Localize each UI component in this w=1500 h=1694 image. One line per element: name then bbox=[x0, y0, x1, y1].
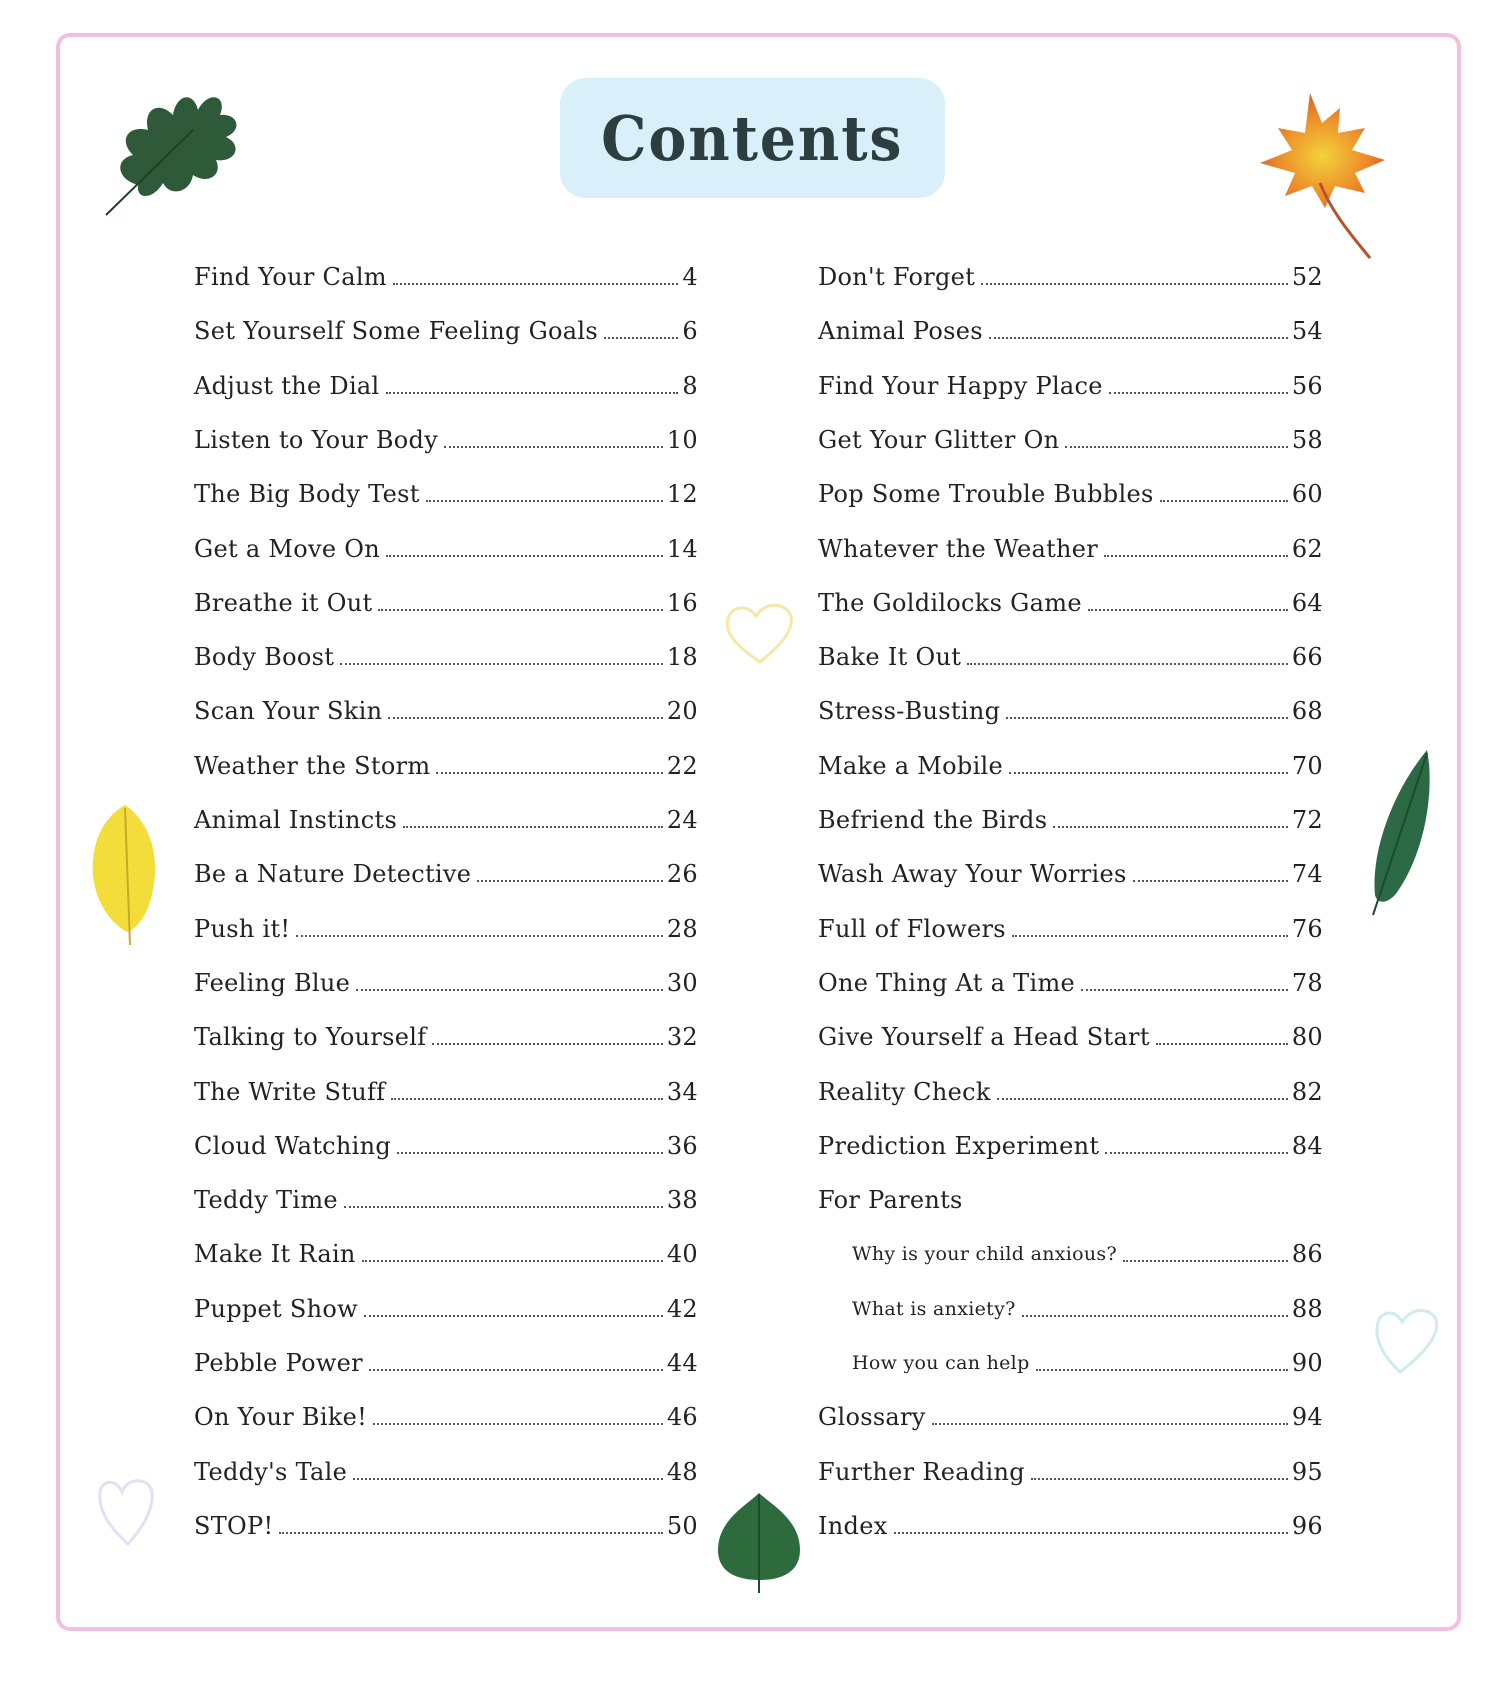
heart-outline-icon bbox=[720, 600, 800, 670]
toc-entry bbox=[194, 1284, 698, 1324]
toc-entry-title: Why is your child anxious? bbox=[852, 1243, 1117, 1266]
dot-leader bbox=[362, 1260, 663, 1262]
heart-outline-icon bbox=[1370, 1300, 1445, 1380]
dot-leader bbox=[894, 1532, 1288, 1534]
toc-entry-title: Scan Your Skin bbox=[194, 697, 383, 726]
toc-page-number: 74 bbox=[1291, 860, 1323, 889]
dot-leader bbox=[1156, 1043, 1288, 1045]
toc-page-number: 80 bbox=[1291, 1023, 1323, 1052]
toc-page-number: 20 bbox=[666, 697, 698, 726]
dot-leader bbox=[1160, 500, 1288, 502]
toc-entry-title: Breathe it Out bbox=[194, 588, 373, 617]
toc-entry-title: The Big Body Test bbox=[194, 480, 420, 509]
dot-leader bbox=[340, 663, 663, 665]
toc-page-number: 48 bbox=[666, 1457, 698, 1486]
toc-entry bbox=[194, 741, 698, 781]
toc-entry-title: Full of Flowers bbox=[818, 914, 1006, 943]
toc-entry bbox=[194, 361, 698, 401]
toc-subentry bbox=[818, 1229, 1323, 1269]
toc-entry bbox=[818, 686, 1323, 726]
dot-leader bbox=[967, 663, 1288, 665]
toc-entry-title: Whatever the Weather bbox=[818, 534, 1099, 563]
toc-entry bbox=[194, 252, 698, 292]
toc-entry-title: Prediction Experiment bbox=[818, 1131, 1100, 1160]
page-title: Contents bbox=[601, 101, 904, 175]
toc-entry bbox=[818, 795, 1323, 835]
toc-entry bbox=[194, 849, 698, 889]
toc-page-number: 44 bbox=[666, 1349, 698, 1377]
toc-entry-title: Listen to Your Body bbox=[194, 425, 439, 454]
toc-entry-title: Find Your Calm bbox=[194, 263, 387, 291]
toc-entry-title: Talking to Yourself bbox=[194, 1023, 427, 1052]
toc-page-number: 56 bbox=[1291, 371, 1323, 400]
dot-leader bbox=[388, 717, 662, 719]
toc-entry bbox=[194, 469, 698, 509]
toc-page-number: 46 bbox=[666, 1403, 698, 1432]
yellow-leaf-icon bbox=[85, 800, 165, 950]
toc-page-number: 70 bbox=[1291, 751, 1323, 780]
toc-entry bbox=[818, 1121, 1323, 1161]
toc-entry bbox=[818, 578, 1323, 618]
dot-leader bbox=[386, 392, 679, 394]
dot-leader bbox=[353, 1478, 663, 1480]
toc-entry bbox=[194, 632, 698, 672]
toc-entry-title: Puppet Show bbox=[194, 1294, 358, 1323]
toc-entry-title: Push it! bbox=[194, 914, 291, 943]
toc-page-number: 34 bbox=[666, 1077, 698, 1106]
toc-entry-title: Be a Nature Detective bbox=[194, 860, 472, 889]
toc-entry-title: Body Boost bbox=[194, 643, 335, 672]
toc-entry bbox=[818, 741, 1323, 781]
toc-entry bbox=[818, 1392, 1323, 1432]
toc-entry bbox=[818, 1447, 1323, 1487]
toc-page-number: 26 bbox=[666, 860, 698, 889]
toc-entry bbox=[818, 415, 1323, 455]
toc-entry bbox=[194, 1447, 698, 1487]
toc-entry-title: Get Your Glitter On bbox=[818, 425, 1060, 454]
heart-leaf-icon bbox=[712, 1485, 807, 1595]
toc-entry bbox=[194, 1175, 698, 1215]
toc-entry bbox=[818, 469, 1323, 509]
toc-page-number: 52 bbox=[1291, 263, 1323, 291]
toc-page-number: 6 bbox=[682, 317, 698, 346]
toc-page-number: 14 bbox=[666, 534, 698, 563]
toc-page-number: 58 bbox=[1291, 425, 1323, 454]
toc-entry bbox=[194, 1229, 698, 1269]
toc-entry bbox=[818, 524, 1323, 564]
toc-page-number: 36 bbox=[666, 1131, 698, 1160]
dot-leader bbox=[989, 337, 1288, 339]
toc-entry bbox=[818, 1501, 1323, 1541]
toc-page-number: 8 bbox=[682, 371, 698, 400]
oak-leaf-icon bbox=[98, 75, 258, 225]
dot-leader bbox=[364, 1315, 663, 1317]
toc-page-number: 84 bbox=[1291, 1131, 1323, 1160]
toc-page-number: 50 bbox=[666, 1511, 698, 1540]
toc-entry bbox=[194, 306, 698, 346]
toc-entry-title: Cloud Watching bbox=[194, 1131, 392, 1160]
toc-entry bbox=[194, 1067, 698, 1107]
dot-leader bbox=[1053, 826, 1288, 828]
toc-entry bbox=[194, 1392, 698, 1432]
toc-page-number: 40 bbox=[666, 1240, 698, 1269]
dot-leader bbox=[1036, 1369, 1288, 1371]
toc-entry bbox=[194, 958, 698, 998]
dot-leader bbox=[1065, 446, 1287, 448]
toc-entry-title: What is anxiety? bbox=[852, 1297, 1016, 1320]
toc-entry bbox=[194, 524, 698, 564]
toc-entry bbox=[194, 578, 698, 618]
dot-leader bbox=[1088, 609, 1288, 611]
toc-entry-title: Make It Rain bbox=[194, 1240, 356, 1269]
toc-entry-title: Give Yourself a Head Start bbox=[818, 1023, 1150, 1052]
dot-leader bbox=[1123, 1260, 1288, 1262]
toc-entry-title: The Write Stuff bbox=[194, 1077, 386, 1106]
toc-entry bbox=[818, 849, 1323, 889]
toc-page-number: 76 bbox=[1291, 914, 1323, 943]
dot-leader bbox=[393, 283, 679, 285]
toc-page-number: 62 bbox=[1291, 534, 1323, 563]
toc-entry-title: Animal Poses bbox=[818, 317, 983, 346]
toc-entry-title: Further Reading bbox=[818, 1457, 1025, 1486]
toc-entry bbox=[818, 1067, 1323, 1107]
toc-page-number: 95 bbox=[1291, 1457, 1323, 1486]
dot-leader bbox=[426, 500, 663, 502]
toc-page-number: 12 bbox=[666, 480, 698, 509]
toc-page-number: 66 bbox=[1291, 643, 1323, 672]
toc-entry bbox=[818, 904, 1323, 944]
dot-leader bbox=[369, 1369, 663, 1371]
title-banner bbox=[560, 78, 945, 198]
toc-entry-title: Wash Away Your Worries bbox=[818, 860, 1127, 889]
dot-leader bbox=[1105, 1152, 1288, 1154]
dot-leader bbox=[373, 1423, 663, 1425]
dot-leader bbox=[997, 1098, 1288, 1100]
toc-page-number: 90 bbox=[1291, 1349, 1323, 1377]
toc-entry bbox=[194, 904, 698, 944]
toc-subentry bbox=[818, 1284, 1323, 1324]
toc-page-number: 86 bbox=[1291, 1240, 1323, 1269]
toc-page-number: 88 bbox=[1291, 1294, 1323, 1323]
toc-page-number: 10 bbox=[666, 425, 698, 454]
toc-page-number: 64 bbox=[1291, 588, 1323, 617]
dot-leader bbox=[436, 772, 662, 774]
toc-entry bbox=[194, 1501, 698, 1541]
toc-page-number: 82 bbox=[1291, 1077, 1323, 1106]
toc-entry-title: Befriend the Birds bbox=[818, 806, 1048, 834]
toc-page-number: 38 bbox=[666, 1186, 698, 1215]
toc-page-number: 32 bbox=[666, 1023, 698, 1052]
dot-leader bbox=[279, 1532, 662, 1534]
toc-entry bbox=[194, 1121, 698, 1161]
toc-entry-title: Weather the Storm bbox=[194, 751, 431, 780]
toc-page-number: 54 bbox=[1291, 317, 1323, 346]
toc-page-number: 94 bbox=[1291, 1403, 1323, 1432]
toc-entry-title: One Thing At a Time bbox=[818, 968, 1076, 997]
dot-leader bbox=[378, 609, 662, 611]
toc-page-number: 4 bbox=[682, 263, 698, 291]
toc-entry bbox=[194, 795, 698, 835]
toc-entry bbox=[818, 306, 1323, 346]
toc-entry-title: Animal Instincts bbox=[194, 806, 398, 834]
toc-entry-title: Stress-Busting bbox=[818, 697, 1001, 726]
toc-entry-title: Make a Mobile bbox=[818, 751, 1004, 780]
toc-page-number: 96 bbox=[1291, 1511, 1323, 1540]
dot-leader bbox=[1009, 772, 1288, 774]
toc-entry bbox=[818, 1012, 1323, 1052]
dot-leader bbox=[604, 337, 678, 339]
toc-entry-title: Reality Check bbox=[818, 1077, 991, 1106]
dot-leader bbox=[356, 989, 663, 991]
toc-entry-title: STOP! bbox=[194, 1511, 274, 1540]
toc-entry bbox=[194, 415, 698, 455]
toc-entry-title: Get a Move On bbox=[194, 534, 381, 563]
toc-entry-title: Glossary bbox=[818, 1403, 926, 1432]
toc-page-number: 24 bbox=[666, 806, 698, 834]
dot-leader bbox=[344, 1206, 663, 1208]
toc-entry bbox=[818, 252, 1323, 292]
toc-entry-title: Find Your Happy Place bbox=[818, 371, 1103, 400]
toc-page-number: 22 bbox=[666, 751, 698, 780]
dot-leader bbox=[386, 555, 663, 557]
heart-outline-icon bbox=[92, 1470, 162, 1550]
dot-leader bbox=[1109, 392, 1288, 394]
dot-leader bbox=[397, 1152, 663, 1154]
toc-page-number: 72 bbox=[1291, 806, 1323, 834]
dot-leader bbox=[1133, 880, 1288, 882]
dot-leader bbox=[296, 935, 662, 937]
toc-section-heading bbox=[818, 1175, 1323, 1215]
toc-entry-title: Teddy's Tale bbox=[194, 1457, 348, 1486]
toc-page-number: 78 bbox=[1291, 968, 1323, 997]
toc-entry bbox=[194, 686, 698, 726]
toc-page-number: 28 bbox=[666, 914, 698, 943]
toc-entry-title: Set Yourself Some Feeling Goals bbox=[194, 317, 599, 346]
toc-page-number: 18 bbox=[666, 643, 698, 672]
dot-leader bbox=[1031, 1478, 1288, 1480]
toc-entry-title: Don't Forget bbox=[818, 263, 976, 291]
toc-entry-title: For Parents bbox=[818, 1186, 963, 1215]
toc-page-number: 16 bbox=[666, 588, 698, 617]
toc-entry bbox=[194, 1012, 698, 1052]
toc-entry bbox=[818, 632, 1323, 672]
toc-page-number: 30 bbox=[666, 968, 698, 997]
toc-entry-title: How you can help bbox=[852, 1352, 1030, 1374]
dot-leader bbox=[477, 880, 663, 882]
dot-leader bbox=[981, 283, 1288, 285]
toc-page-number: 68 bbox=[1291, 697, 1323, 726]
dot-leader bbox=[432, 1043, 662, 1045]
toc-entry-title: Index bbox=[818, 1511, 888, 1540]
toc-page-number: 42 bbox=[666, 1294, 698, 1323]
toc-entry bbox=[818, 361, 1323, 401]
dot-leader bbox=[932, 1423, 1288, 1425]
dot-leader bbox=[1104, 555, 1288, 557]
dot-leader bbox=[391, 1098, 663, 1100]
toc-entry bbox=[194, 1338, 698, 1378]
green-leaf-icon bbox=[1365, 745, 1435, 920]
dot-leader bbox=[1022, 1315, 1288, 1317]
toc-entry-title: Teddy Time bbox=[194, 1186, 338, 1215]
dot-leader bbox=[444, 446, 663, 448]
dot-leader bbox=[1006, 717, 1288, 719]
toc-entry-title: Feeling Blue bbox=[194, 968, 351, 997]
toc-entry-title: Pebble Power bbox=[194, 1349, 363, 1377]
toc-entry-title: Adjust the Dial bbox=[194, 371, 380, 400]
toc-entry-title: On Your Bike! bbox=[194, 1403, 368, 1432]
maple-leaf-icon bbox=[1250, 88, 1410, 263]
dot-leader bbox=[1081, 989, 1288, 991]
toc-entry bbox=[818, 958, 1323, 998]
toc-entry-title: Bake It Out bbox=[818, 643, 962, 672]
dot-leader bbox=[1012, 935, 1288, 937]
toc-entry-title: Pop Some Trouble Bubbles bbox=[818, 480, 1154, 509]
toc-subentry bbox=[818, 1338, 1323, 1378]
toc-page-number: 60 bbox=[1291, 480, 1323, 509]
toc-entry-title: The Goldilocks Game bbox=[818, 588, 1082, 617]
dot-leader bbox=[403, 826, 663, 828]
